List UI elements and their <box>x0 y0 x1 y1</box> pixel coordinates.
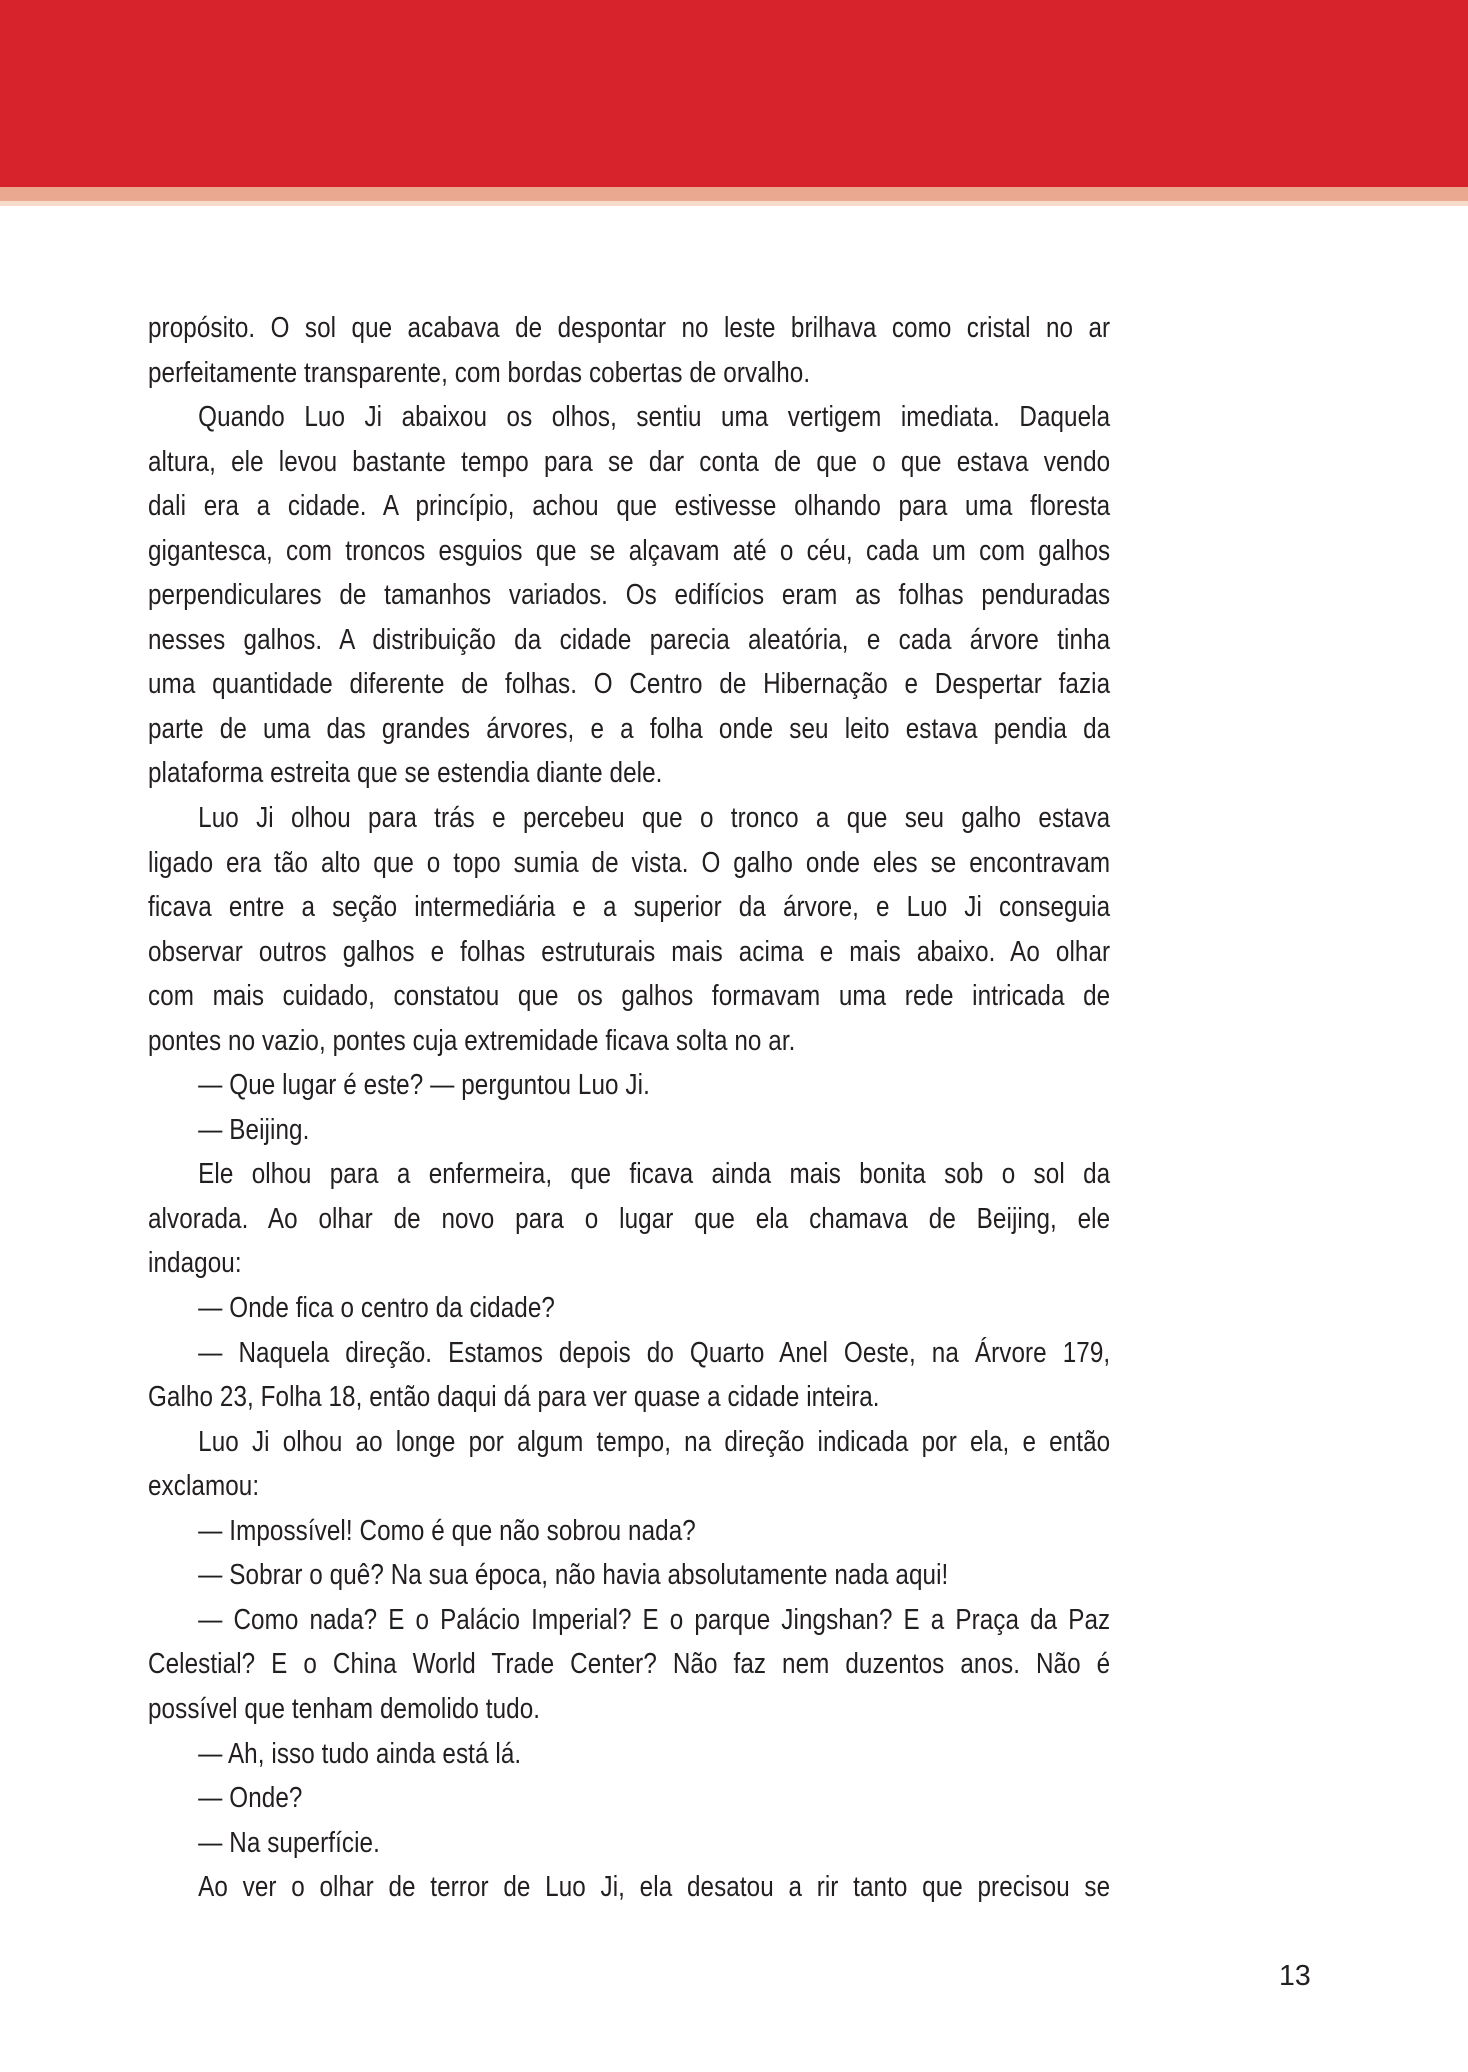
text-line: propósito. O sol que acabava de despontar no leste brilhava como cristal no ar <box>148 312 1111 344</box>
text-line: indagou: <box>148 1247 242 1280</box>
text-line: — Naquela direção. Estamos depois do Quarto Anel Oeste, na Árvore 179, <box>198 1336 1111 1369</box>
text-line: — Beijing. <box>198 1113 310 1146</box>
header-strip-fade <box>0 201 1468 206</box>
page-number: 13 <box>1279 1960 1311 1992</box>
text-line: — Na superfície. <box>198 1826 380 1859</box>
text-line: — Como nada? E o Palácio Imperial? E o parque Jingshan? E a Praça da Paz <box>198 1603 1111 1636</box>
text-line: — Onde? <box>198 1782 303 1815</box>
text-line: perpendiculares de tamanhos variados. Os edifícios eram as folhas penduradas <box>148 579 1111 612</box>
text-line: plataforma estreita que se estendia diante dele. <box>148 757 663 790</box>
text-line: altura, ele levou bastante tempo para se dar conta de que o que estava vendo <box>148 445 1111 478</box>
text-line: — Que lugar é este? — perguntou Luo Ji. <box>198 1069 650 1102</box>
text-line: parte de uma das grandes árvores, e a folha onde seu leito estava pendia da <box>148 712 1111 745</box>
text-line: Ao ver o olhar de terror de Luo Ji, ela desatou a rir tanto que precisou se <box>198 1871 1111 1904</box>
text-line: Quando Luo Ji abaixou os olhos, sentiu uma vertigem imediata. Daquela <box>198 401 1111 434</box>
header-salmon-strip <box>0 187 1468 201</box>
text-line: possível que tenham demolido tudo. <box>148 1692 541 1725</box>
text-line: alvorada. Ao olhar de novo para o lugar que ela chamava de Beijing, ele <box>148 1202 1111 1235</box>
text-line: Ele olhou para a enfermeira, que ficava ainda mais bonita sob o sol da <box>198 1158 1111 1191</box>
text-line: uma quantidade diferente de folhas. O Centro de Hibernação e Despertar fazia <box>148 668 1111 701</box>
text-line: — Onde fica o centro da cidade? <box>198 1292 555 1325</box>
header-red-band <box>0 0 1468 187</box>
text-line: Galho 23, Folha 18, então daqui dá para ver quase a cidade inteira. <box>148 1381 880 1414</box>
text-line: Celestial? E o China World Trade Center? Não faz nem duzentos anos. Não é <box>148 1648 1111 1681</box>
text-line: ficava entre a seção intermediária e a superior da árvore, e Luo Ji conseguia <box>148 891 1111 924</box>
text-line: Luo Ji olhou ao longe por algum tempo, na direção indicada por ela, e então <box>198 1425 1111 1458</box>
text-line: — Ah, isso tudo ainda está lá. <box>198 1737 522 1770</box>
text-line: pontes no vazio, pontes cuja extremidade ficava solta no ar. <box>148 1024 796 1057</box>
text-line: — Impossível! Como é que não sobrou nada? <box>198 1514 696 1547</box>
text-line: gigantesca, com troncos esguios que se alçavam até o céu, cada um com galhos <box>148 534 1111 567</box>
text-line: observar outros galhos e folhas estruturais mais acima e mais abaixo. Ao olhar <box>148 935 1111 968</box>
text-line: ligado era tão alto que o topo sumia de vista. O galho onde eles se encontravam <box>148 846 1111 879</box>
text-line: perfeitamente transparente, com bordas cobertas de orvalho. <box>148 356 811 389</box>
text-line: Luo Ji olhou para trás e percebeu que o tronco a que seu galho estava <box>198 802 1111 835</box>
text-line: exclamou: <box>148 1470 260 1503</box>
text-line: — Sobrar o quê? Na sua época, não havia absolutamente nada aqui! <box>198 1559 949 1592</box>
text-line: com mais cuidado, constatou que os galhos formavam uma rede intricada de <box>148 980 1111 1013</box>
text-line: nesses galhos. A distribuição da cidade parecia aleatória, e cada árvore tinha <box>148 623 1111 656</box>
body-text <box>148 306 1110 1910</box>
text-line: dali era a cidade. A princípio, achou que estivesse olhando para uma floresta <box>148 490 1111 523</box>
